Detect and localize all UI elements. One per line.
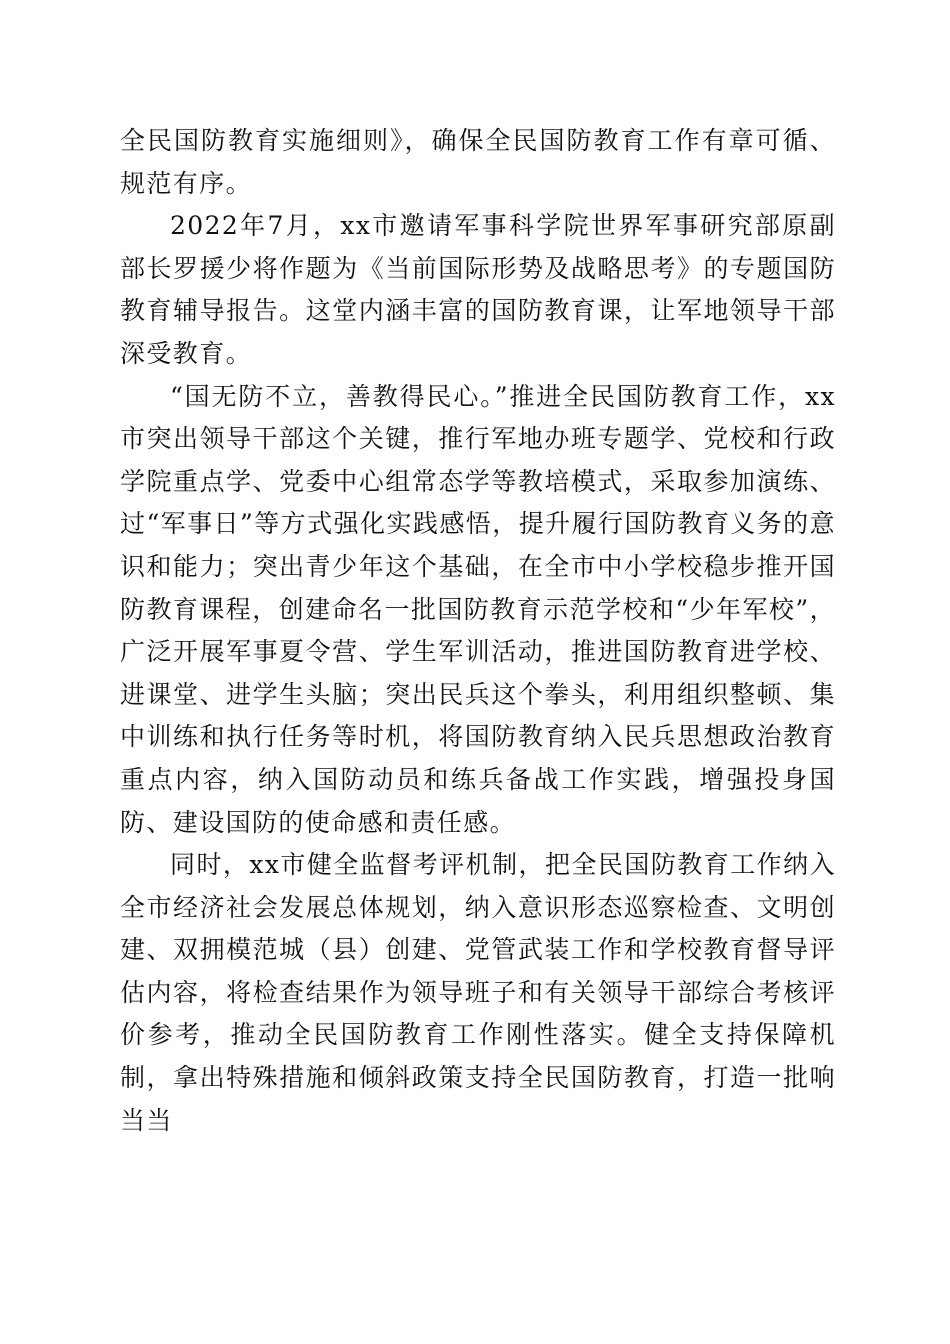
paragraph-3: “国无防不立，善教得民心。”推进全民国防教育工作，xx市突出领导干部这个关键，推行军地办班专题学、党校和行政学院重点学、党委中心组常态学等教培模式，采取参加演练、过“军事日”等方式强化实践感悟，提升履行国防教育义务的意识和能力；突出青少年这个基础，在全市中小学校稳步推开国防教育课程，创建命名一批国防教育示范学校和“少年军校”，广泛开展军事夏令营、学生军训活动，推进国防教育进学校、进课堂、进学生头脑；突出民兵这个拳头，利用组织整顿、集中训练和执行任务等时机，将国防教育纳入民兵思想政治教育重点内容，纳入国防动员和练兵备战工作实践，增强投身国防、建设国防的使命感和责任感。: [120, 381, 836, 837]
paragraph-2: 2022年7月，xx市邀请军事科学院世界军事研究部原副部长罗援少将作题为《当前国际形势及战略思考》的专题国防教育辅导报告。这堂内涵丰富的国防教育课，让军地领导干部深受教育。: [120, 211, 836, 368]
document-body: [120, 120, 836, 1142]
paragraph-1: 全民国防教育实施细则》，确保全民国防教育工作有章可循、规范有序。: [120, 126, 836, 198]
paragraph-4: 同时，xx市健全监督考评机制，把全民国防教育工作纳入全市经济社会发展总体规划，纳入意识形态巡察检查、文明创建、双拥模范城（县）创建、党管武装工作和学校教育督导评估内容，将检查结果作为领导班子和有关领导干部综合考核评价参考，推动全民国防教育工作刚性落实。健全支持保障机制，拿出特殊措施和倾斜政策支持全民国防教育，打造一批响当当: [120, 850, 836, 1135]
